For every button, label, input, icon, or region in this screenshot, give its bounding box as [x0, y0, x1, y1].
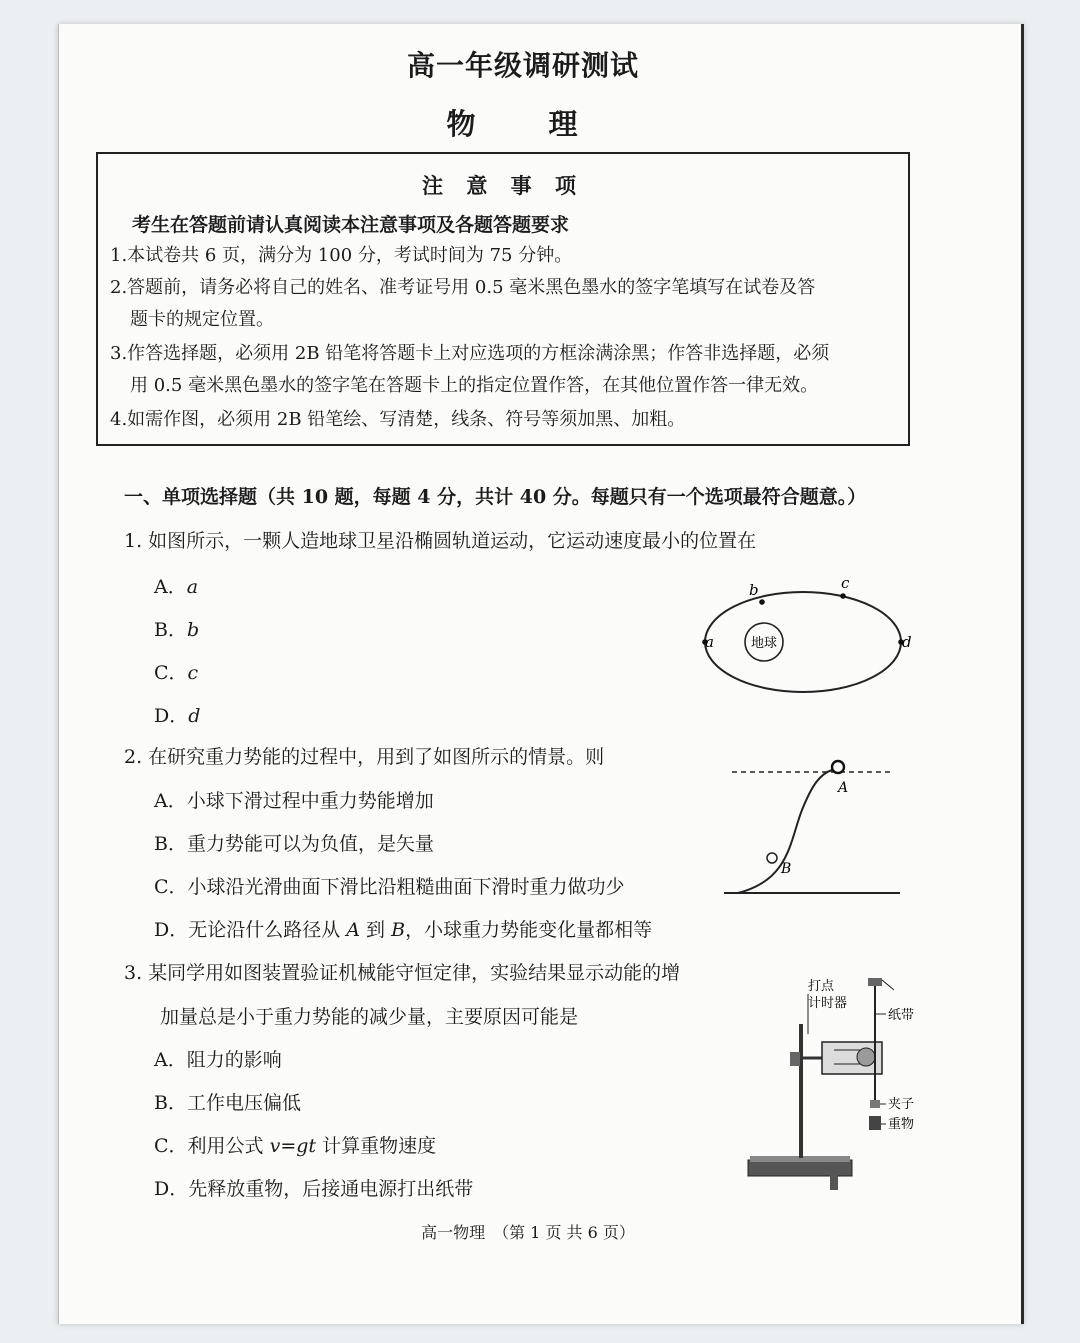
- base-board: [748, 1160, 852, 1176]
- ball-at-B: [767, 853, 777, 863]
- timer-magnet: [857, 1048, 875, 1066]
- clamp-knob: [790, 1052, 800, 1066]
- point-b: [759, 599, 765, 605]
- q1-option-d: D．d: [154, 705, 201, 727]
- exam-page: [58, 24, 1024, 1324]
- question-3-stem-line2: 加量总是小于重力势能的减少量，主要原因可能是: [160, 1006, 579, 1028]
- orbit-figure: [688, 572, 928, 702]
- weight-label: 重物: [888, 1117, 915, 1132]
- q2-option-d: D．无论沿什么路径从 A 到 B，小球重力势能变化量都相等: [154, 919, 653, 941]
- notice-item-text: 2.答题前，请务必将自己的姓名、准考证号用 0.5 毫米黑色墨水的签字笔填写在试卷及答: [110, 277, 816, 298]
- notice-subheading: 考生在答题前请认真阅读本注意事项及各题答题要求: [132, 214, 570, 236]
- q3-option-b: B．工作电压偏低: [154, 1092, 301, 1114]
- label-b: b: [749, 581, 759, 599]
- timer-label-2: 计时器: [808, 996, 848, 1011]
- weight-block: [869, 1116, 881, 1130]
- q3-option-c: C．利用公式 v=gt 计算重物速度: [154, 1135, 437, 1157]
- label-c: c: [841, 574, 850, 592]
- notice-item: [110, 272, 900, 336]
- notice-item-continuation: 题卡的规定位置。: [130, 309, 274, 330]
- label-d: d: [902, 633, 912, 651]
- q1-option-b: B．b: [154, 619, 200, 641]
- notice-item-text: 3.作答选择题，必须用 2B 铅笔将答题卡上对应选项的方框涂满涂黑；作答非选择题，必须: [110, 343, 830, 364]
- q2-option-c: C．小球沿光滑曲面下滑比沿粗糙曲面下滑时重力做功少: [154, 876, 625, 898]
- q2-option-a: A．小球下滑过程中重力势能增加: [154, 790, 434, 812]
- question-1-stem: 1. 如图所示，一颗人造地球卫星沿椭圆轨道运动，它运动速度最小的位置在: [124, 530, 757, 552]
- ball-at-A: [832, 761, 844, 773]
- q1-option-c: C．c: [154, 662, 199, 684]
- q3-option-d: D．先释放重物，后接通电源打出纸带: [154, 1178, 474, 1200]
- tape-holder-arm: [882, 980, 894, 990]
- notice-item-continuation: 用 0.5 毫米黑色墨水的签字笔在答题卡上的指定位置作答，在其他位置作答一律无效。: [130, 375, 819, 396]
- notice-item: [110, 240, 900, 272]
- notice-item: [110, 404, 900, 436]
- page-right-edge: [1021, 24, 1024, 1324]
- exam-title: 高一年级调研测试: [406, 49, 639, 82]
- tape-holder: [868, 978, 882, 986]
- page-left-edge: [58, 24, 59, 1324]
- q2-option-b: B．重力势能可以为负值，是矢量: [154, 833, 434, 855]
- notice-heading: 注 意 事 项: [422, 173, 584, 198]
- label-a: a: [705, 633, 714, 651]
- q1-option-a: A．a: [154, 576, 199, 598]
- clip-shape: [870, 1100, 880, 1108]
- subject-title: 物 理: [446, 107, 600, 141]
- notice-item-text: 1.本试卷共 6 页，满分为 100 分，考试时间为 75 分钟。: [110, 245, 573, 266]
- apparatus-figure: [742, 974, 932, 1199]
- orbit-ellipse: [705, 592, 901, 692]
- point-c: [840, 593, 846, 599]
- page-footer: 高一物理 （第 1 页 共 6 页）: [421, 1223, 635, 1242]
- question-3-stem-line1: 3. 某同学用如图装置验证机械能守恒定律，实验结果显示动能的增: [124, 962, 681, 984]
- q3-option-a: A．阻力的影响: [154, 1049, 282, 1071]
- timer-label-1: 打点: [808, 979, 835, 994]
- base-clamp: [830, 1174, 838, 1190]
- tape-label: 纸带: [888, 1008, 915, 1023]
- question-2-stem: 2. 在研究重力势能的过程中，用到了如图所示的情景。则: [124, 746, 605, 768]
- label-A: A: [838, 780, 849, 796]
- clip-label: 夹子: [888, 1097, 915, 1112]
- notice-item-text: 4.如需作图，必须用 2B 铅笔绘、写清楚，线条、符号等须加黑、加粗。: [110, 409, 686, 430]
- section-title: 一、单项选择题（共 10 题，每题 4 分，共计 40 分。每题只有一个选项最符合题意。）: [124, 486, 867, 508]
- slope-figure: [720, 750, 910, 900]
- notice-item: [110, 338, 900, 402]
- earth-label: 地球: [750, 636, 778, 651]
- stand-pole: [799, 1024, 803, 1158]
- notice-box: [96, 152, 910, 446]
- label-B: B: [781, 861, 792, 877]
